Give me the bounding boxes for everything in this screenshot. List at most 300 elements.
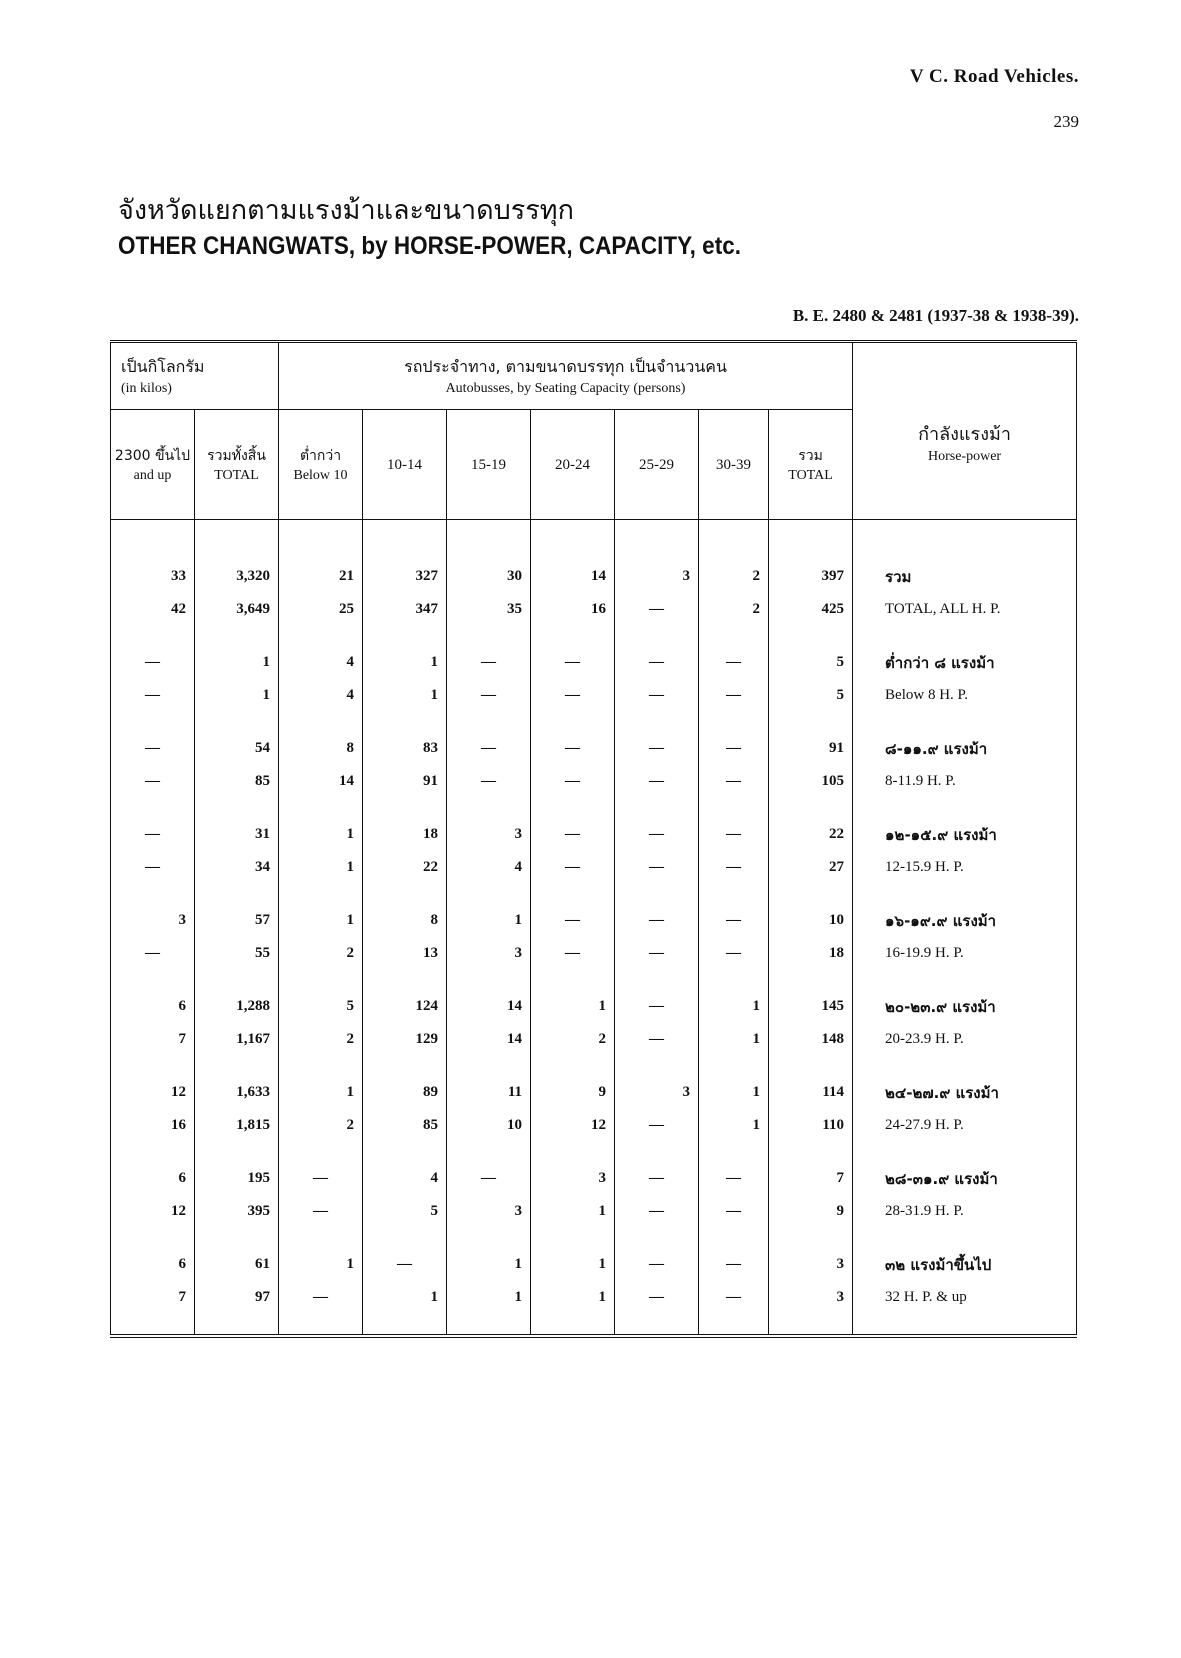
table-cell: — <box>615 593 699 626</box>
table-cell: 3 <box>769 1248 853 1281</box>
table-cell: 2 <box>699 560 769 593</box>
spacer-cell <box>111 1228 195 1248</box>
table-cell: 145 <box>769 990 853 1023</box>
table-row <box>111 560 1077 593</box>
table-cell: 21 <box>279 560 363 593</box>
column-header-english: Below 10 <box>293 467 348 483</box>
table-cell: 129 <box>363 1023 447 1056</box>
table-cell: 61 <box>195 1248 279 1281</box>
table-cell: 2 <box>279 1109 363 1142</box>
table-cell: 3 <box>531 1162 615 1195</box>
hp-label-thai <box>853 732 1077 765</box>
table-cell: 10 <box>447 1109 531 1142</box>
table-cell: 11 <box>447 1076 531 1109</box>
table-cell: 2 <box>279 937 363 970</box>
spacer-cell <box>531 970 615 990</box>
spacer-cell <box>699 798 769 818</box>
table-cell: — <box>615 851 699 884</box>
spacer-cell <box>531 1142 615 1162</box>
spacer-cell <box>111 520 195 541</box>
spacer-cell <box>447 540 531 560</box>
spacer-cell <box>279 712 363 732</box>
table-cell: 85 <box>195 765 279 798</box>
spacer-cell <box>363 712 447 732</box>
spacer-cell <box>699 1142 769 1162</box>
hp-label-english <box>853 1109 1077 1142</box>
table-cell: 42 <box>111 593 195 626</box>
table-cell: 1 <box>699 1109 769 1142</box>
spacer-cell <box>279 1056 363 1076</box>
hp-label-english-text: 32 H. P. & up <box>885 1289 967 1305</box>
table-cell: 55 <box>195 937 279 970</box>
table-cell: — <box>615 937 699 970</box>
table-cell: 1 <box>699 1023 769 1056</box>
table-cell: 12 <box>531 1109 615 1142</box>
hp-label-thai <box>853 990 1077 1023</box>
table-cell: 1 <box>699 990 769 1023</box>
column-header <box>363 410 447 520</box>
spacer-cell <box>699 712 769 732</box>
table-cell: 4 <box>279 646 363 679</box>
table-cell: 3 <box>447 937 531 970</box>
spacer-cell <box>195 520 279 541</box>
spacer-cell <box>195 540 279 560</box>
spacer-cell <box>195 884 279 904</box>
hp-label-thai-text: รวม <box>885 567 912 586</box>
spacer-cell <box>363 1228 447 1248</box>
table-cell: — <box>699 851 769 884</box>
spacer-cell <box>699 884 769 904</box>
spacer-cell <box>853 1056 1077 1076</box>
table-cell: 12 <box>111 1195 195 1228</box>
table-cell: — <box>615 818 699 851</box>
spacer-cell <box>615 1142 699 1162</box>
table-cell: 1 <box>195 646 279 679</box>
spacer-cell <box>615 970 699 990</box>
table-cell: 5 <box>769 679 853 712</box>
spacer-cell <box>195 1314 279 1336</box>
table-cell: 7 <box>769 1162 853 1195</box>
table-cell: — <box>615 1195 699 1228</box>
table-row <box>111 679 1077 712</box>
column-header-thai: 2300 ขึ้นไป <box>114 447 191 464</box>
spacer-cell <box>111 712 195 732</box>
table-cell: — <box>615 646 699 679</box>
hp-label-thai <box>853 818 1077 851</box>
table-cell: 35 <box>447 593 531 626</box>
hp-label-english <box>853 593 1077 626</box>
spacer-cell <box>769 884 853 904</box>
header-horse-power <box>853 342 1077 520</box>
table-cell: 347 <box>363 593 447 626</box>
spacer-cell <box>769 626 853 646</box>
table-cell: 14 <box>279 765 363 798</box>
spacer-cell <box>615 520 699 541</box>
statistics-table <box>110 340 1077 1338</box>
spacer-cell <box>279 884 363 904</box>
table-cell: — <box>615 679 699 712</box>
table-cell: 3 <box>769 1281 853 1314</box>
table-cell: — <box>615 990 699 1023</box>
table-cell: 18 <box>363 818 447 851</box>
spacer-cell <box>769 520 853 541</box>
spacer-cell <box>853 712 1077 732</box>
spacer-cell <box>363 540 447 560</box>
table-row <box>111 1195 1077 1228</box>
table-cell: 22 <box>363 851 447 884</box>
table-cell: 397 <box>769 560 853 593</box>
table-cell: 114 <box>769 1076 853 1109</box>
spacer-cell <box>615 712 699 732</box>
table-cell: 148 <box>769 1023 853 1056</box>
table-row <box>111 990 1077 1023</box>
table-cell: — <box>531 765 615 798</box>
table-cell: — <box>447 679 531 712</box>
spacer-cell <box>699 1228 769 1248</box>
spacer-row <box>111 1228 1077 1248</box>
spacer-cell <box>615 1314 699 1336</box>
hp-label-english-text: 16-19.9 H. P. <box>885 945 964 961</box>
spacer-cell <box>769 1228 853 1248</box>
spacer-cell <box>615 626 699 646</box>
hp-label-thai-text: ๑๒-๑๕.๙ แรงม้า <box>885 825 997 844</box>
spacer-cell <box>447 520 531 541</box>
table-cell: 18 <box>769 937 853 970</box>
table-cell: 1 <box>531 1281 615 1314</box>
table-cell: 85 <box>363 1109 447 1142</box>
column-header <box>195 410 279 520</box>
column-header <box>699 410 769 520</box>
table-cell: 83 <box>363 732 447 765</box>
table-cell: 4 <box>447 851 531 884</box>
spacer-cell <box>853 798 1077 818</box>
table-cell: — <box>615 1109 699 1142</box>
column-header-english: 25-29 <box>639 456 675 473</box>
table-cell: — <box>615 904 699 937</box>
hp-label-thai-text: ต่ำกว่า ๘ แรงม้า <box>885 653 995 672</box>
table-cell: 124 <box>363 990 447 1023</box>
table-cell: — <box>699 732 769 765</box>
table-cell: 1,633 <box>195 1076 279 1109</box>
table-cell: — <box>279 1195 363 1228</box>
table-row <box>111 1162 1077 1195</box>
table-cell: — <box>615 1248 699 1281</box>
table-cell: 91 <box>363 765 447 798</box>
table-cell: 5 <box>279 990 363 1023</box>
table-cell: 327 <box>363 560 447 593</box>
table-cell: 1,815 <box>195 1109 279 1142</box>
table-cell: — <box>111 732 195 765</box>
spacer-cell <box>531 1314 615 1336</box>
column-header <box>615 410 699 520</box>
table-cell: 97 <box>195 1281 279 1314</box>
spacer-cell <box>615 1228 699 1248</box>
column-header-english: TOTAL <box>788 467 833 483</box>
spacer-cell <box>531 1228 615 1248</box>
table-cell: 1 <box>447 904 531 937</box>
table-cell: 7 <box>111 1281 195 1314</box>
spacer-cell <box>853 1228 1077 1248</box>
table-cell: — <box>111 851 195 884</box>
table-row <box>111 732 1077 765</box>
table-row <box>111 1109 1077 1142</box>
spacer-cell <box>531 520 615 541</box>
table-cell: — <box>699 1281 769 1314</box>
title-english: OTHER CHANGWATS, by HORSE-POWER, CAPACITY, etc. <box>118 232 741 260</box>
spacer-cell <box>531 798 615 818</box>
hp-label-thai-text: ๓๒ แรงม้าขึ้นไป <box>885 1255 992 1274</box>
table-cell: — <box>531 904 615 937</box>
table-row <box>111 1076 1077 1109</box>
table-cell: 13 <box>363 937 447 970</box>
column-header <box>531 410 615 520</box>
spacer-cell <box>447 626 531 646</box>
column-header-english: 30-39 <box>716 456 752 473</box>
spacer-cell <box>279 540 363 560</box>
header-horse-power-thai: กำลังแรงม้า <box>918 424 1011 445</box>
spacer-cell <box>769 798 853 818</box>
column-header-english: 15-19 <box>471 456 507 473</box>
spacer-cell <box>447 712 531 732</box>
spacer-cell <box>531 884 615 904</box>
spacer-cell <box>447 1314 531 1336</box>
spacer-cell <box>531 712 615 732</box>
spacer-cell <box>769 1056 853 1076</box>
spacer-cell <box>279 626 363 646</box>
spacer-row <box>111 884 1077 904</box>
spacer-cell <box>363 884 447 904</box>
table-cell: 1 <box>531 1195 615 1228</box>
table-cell: 14 <box>531 560 615 593</box>
spacer-cell <box>853 1142 1077 1162</box>
table-cell: — <box>531 937 615 970</box>
table-cell: 1 <box>699 1076 769 1109</box>
table-cell: 2 <box>531 1023 615 1056</box>
spacer-cell <box>447 1228 531 1248</box>
table-row <box>111 851 1077 884</box>
table-cell: — <box>699 818 769 851</box>
table-cell: 22 <box>769 818 853 851</box>
spacer-cell <box>195 798 279 818</box>
spacer-row <box>111 1314 1077 1336</box>
header-group-weight-thai: เป็นกิโลกรัม <box>121 356 205 376</box>
table-cell: 34 <box>195 851 279 884</box>
table-cell: — <box>279 1162 363 1195</box>
table-cell: 5 <box>363 1195 447 1228</box>
table-cell: — <box>615 1162 699 1195</box>
table-cell: — <box>615 765 699 798</box>
hp-label-english <box>853 1195 1077 1228</box>
hp-label-english <box>853 851 1077 884</box>
spacer-cell <box>699 540 769 560</box>
spacer-cell <box>363 1142 447 1162</box>
table-cell: — <box>699 904 769 937</box>
table-cell: 1 <box>279 904 363 937</box>
spacer-cell <box>279 1314 363 1336</box>
table-cell: 25 <box>279 593 363 626</box>
spacer-cell <box>279 1142 363 1162</box>
spacer-cell <box>531 540 615 560</box>
table-cell: — <box>447 765 531 798</box>
column-header-english: 20-24 <box>555 456 591 473</box>
table-cell: 16 <box>111 1109 195 1142</box>
hp-label-english-text: 20-23.9 H. P. <box>885 1031 964 1047</box>
table-cell: — <box>363 1248 447 1281</box>
table-cell: 4 <box>279 679 363 712</box>
spacer-cell <box>769 1142 853 1162</box>
table-cell: — <box>699 765 769 798</box>
running-head: V C. Road Vehicles. <box>909 66 1079 87</box>
hp-label-english-text: 24-27.9 H. P. <box>885 1117 964 1133</box>
hp-label-thai <box>853 560 1077 593</box>
table-cell: — <box>615 1281 699 1314</box>
spacer-cell <box>615 540 699 560</box>
table-row <box>111 765 1077 798</box>
table-cell: — <box>699 937 769 970</box>
spacer-cell <box>769 712 853 732</box>
table-cell: 1 <box>447 1281 531 1314</box>
table-row <box>111 937 1077 970</box>
table-cell: 1 <box>531 1248 615 1281</box>
spacer-cell <box>111 540 195 560</box>
column-header-english: and up <box>133 467 172 483</box>
table-cell: — <box>615 732 699 765</box>
table-cell: — <box>531 851 615 884</box>
table-cell: 1 <box>531 990 615 1023</box>
table-cell: — <box>531 732 615 765</box>
hp-label-english-text: 28-31.9 H. P. <box>885 1203 964 1219</box>
table-cell: 1 <box>363 1281 447 1314</box>
table-row <box>111 904 1077 937</box>
spacer-cell <box>279 970 363 990</box>
table-row <box>111 1248 1077 1281</box>
table-cell: — <box>699 646 769 679</box>
table-row <box>111 1281 1077 1314</box>
table-cell: 8 <box>279 732 363 765</box>
table-cell: — <box>531 646 615 679</box>
title-thai: จังหวัดแยกตามแรงม้าและขนาดบรรทุก <box>118 195 574 226</box>
hp-label-english <box>853 1023 1077 1056</box>
spacer-cell <box>279 1228 363 1248</box>
table-cell: — <box>699 1162 769 1195</box>
spacer-cell <box>111 1142 195 1162</box>
spacer-row <box>111 1056 1077 1076</box>
spacer-row <box>111 626 1077 646</box>
period-label: B. E. 2480 & 2481 (1937-38 & 1938-39). <box>792 306 1079 325</box>
spacer-cell <box>769 540 853 560</box>
hp-label-english-text: 8-11.9 H. P. <box>885 773 956 789</box>
table-cell: 14 <box>447 990 531 1023</box>
column-header <box>279 410 363 520</box>
table-cell: — <box>531 679 615 712</box>
table-cell: 9 <box>769 1195 853 1228</box>
table-cell: 6 <box>111 990 195 1023</box>
table-cell: 89 <box>363 1076 447 1109</box>
hp-label-thai-text: ๘-๑๑.๙ แรงม้า <box>885 739 988 758</box>
spacer-cell <box>111 884 195 904</box>
hp-label-english <box>853 679 1077 712</box>
hp-label-thai <box>853 1162 1077 1195</box>
column-header-thai: ต่ำกว่า <box>299 447 342 464</box>
spacer-cell <box>111 970 195 990</box>
table-cell: 1 <box>195 679 279 712</box>
table-cell: 1 <box>279 851 363 884</box>
table-cell: — <box>447 1162 531 1195</box>
table-cell: — <box>111 937 195 970</box>
spacer-cell <box>111 1056 195 1076</box>
table-cell: 3 <box>615 560 699 593</box>
spacer-cell <box>615 798 699 818</box>
table-cell: 33 <box>111 560 195 593</box>
table-cell: 195 <box>195 1162 279 1195</box>
table-cell: — <box>447 646 531 679</box>
table-cell: 7 <box>111 1023 195 1056</box>
spacer-cell <box>111 1314 195 1336</box>
table-cell: 9 <box>531 1076 615 1109</box>
spacer-cell <box>195 970 279 990</box>
table-cell: 4 <box>363 1162 447 1195</box>
table-cell: 2 <box>279 1023 363 1056</box>
spacer-cell <box>531 1056 615 1076</box>
hp-label-thai <box>853 646 1077 679</box>
table-cell: — <box>111 818 195 851</box>
table-cell: 3 <box>111 904 195 937</box>
spacer-row <box>111 712 1077 732</box>
header-group-weight-english: (in kilos) <box>121 380 172 396</box>
hp-label-english-text: 12-15.9 H. P. <box>885 859 964 875</box>
hp-label-thai <box>853 1248 1077 1281</box>
header-group-weight <box>111 342 279 410</box>
hp-label-thai-text: ๒๘-๓๑.๙ แรงม้า <box>885 1169 998 1188</box>
table-cell: 6 <box>111 1162 195 1195</box>
hp-label-thai-text: ๒๔-๒๗.๙ แรงม้า <box>885 1083 999 1102</box>
hp-label-english <box>853 1281 1077 1314</box>
spacer-cell <box>853 540 1077 560</box>
table-cell: — <box>279 1281 363 1314</box>
spacer-cell <box>363 520 447 541</box>
hp-label-english <box>853 765 1077 798</box>
table-cell: 1 <box>279 818 363 851</box>
spacer-cell <box>615 1056 699 1076</box>
hp-label-english <box>853 937 1077 970</box>
table-cell: 57 <box>195 904 279 937</box>
table-cell: 5 <box>769 646 853 679</box>
spacer-cell <box>363 1056 447 1076</box>
column-header-thai: รวม <box>798 447 823 464</box>
hp-label-english-text: TOTAL, ALL H. P. <box>885 601 1001 617</box>
hp-label-thai-text: ๒๐-๒๓.๙ แรงม้า <box>885 997 996 1016</box>
table-cell: 31 <box>195 818 279 851</box>
table-cell: 110 <box>769 1109 853 1142</box>
table-cell: — <box>699 1195 769 1228</box>
table-cell: 27 <box>769 851 853 884</box>
spacer-cell <box>195 712 279 732</box>
table-cell: 1 <box>279 1248 363 1281</box>
spacer-cell <box>699 1314 769 1336</box>
spacer-cell <box>699 970 769 990</box>
spacer-cell <box>111 798 195 818</box>
column-header-english: TOTAL <box>214 467 259 483</box>
table-cell: — <box>699 679 769 712</box>
table-cell: 14 <box>447 1023 531 1056</box>
spacer-cell <box>279 798 363 818</box>
column-header-english: 10-14 <box>387 456 423 473</box>
spacer-cell <box>447 798 531 818</box>
table-cell: — <box>111 646 195 679</box>
table-row <box>111 593 1077 626</box>
table-cell: 3 <box>447 1195 531 1228</box>
spacer-cell <box>531 626 615 646</box>
